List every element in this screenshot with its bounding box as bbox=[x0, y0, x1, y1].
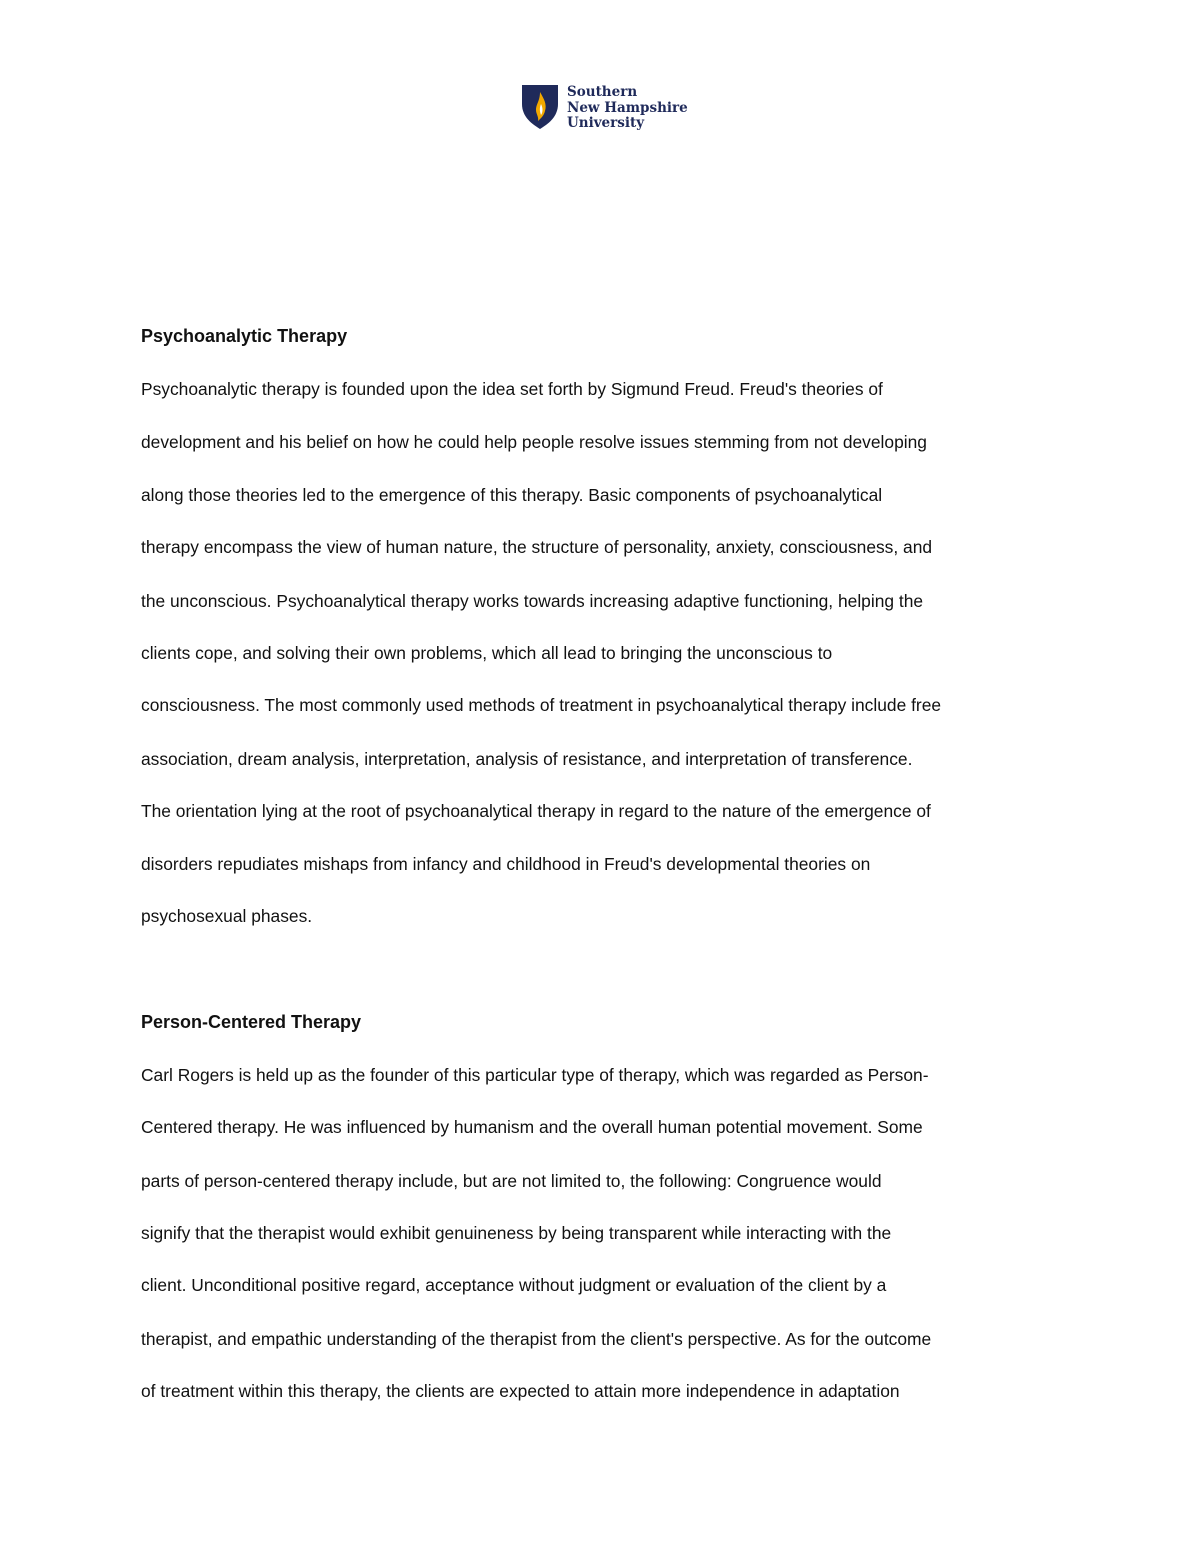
paragraph-line: development and his belief on how he could help people resolve issues stemming from not developing bbox=[141, 432, 927, 452]
section-heading-psychoanalytic: Psychoanalytic Therapy bbox=[141, 326, 348, 346]
paragraph-line: psychosexual phases. bbox=[141, 906, 313, 926]
paragraph-line: association, dream analysis, interpretation, analysis of resistance, and interpretation of transference. bbox=[141, 749, 913, 769]
paragraph-line: clients cope, and solving their own problems, which all lead to bringing the unconscious to bbox=[141, 643, 833, 663]
paragraph-line: along those theories led to the emergence of this therapy. Basic components of psychoanalytical bbox=[141, 485, 883, 505]
logo-line-1: Southern bbox=[567, 84, 638, 100]
section-heading-person-centered: Person-Centered Therapy bbox=[141, 1012, 362, 1032]
paragraph-line: disorders repudiates mishaps from infancy and childhood in Freud's developmental theories on bbox=[141, 854, 871, 874]
university-logo bbox=[521, 84, 688, 132]
logo-line-2: New Hampshire bbox=[567, 99, 688, 116]
shield-flame-icon bbox=[521, 84, 559, 130]
paragraph-line: Psychoanalytic therapy is founded upon the idea set forth by Sigmund Freud. Freud's theories of bbox=[141, 379, 883, 399]
paragraph-line: Carl Rogers is held up as the founder of this particular type of therapy, which was regarded as Person- bbox=[141, 1065, 929, 1085]
logo-line-3: University bbox=[567, 115, 645, 131]
paragraph-line: signify that the therapist would exhibit genuineness by being transparent while interacting with the bbox=[141, 1223, 892, 1243]
paragraph-line: the unconscious. Psychoanalytical therapy works towards increasing adaptive functioning, helping the bbox=[141, 591, 924, 611]
paragraph-line: parts of person-centered therapy include, but are not limited to, the following: Congruence would bbox=[141, 1171, 882, 1191]
paragraph-line: The orientation lying at the root of psychoanalytical therapy in regard to the nature of the emergence of bbox=[141, 801, 931, 821]
paragraph-line: therapist, and empathic understanding of the therapist from the client's perspective. As for the outcome bbox=[141, 1329, 932, 1349]
paragraph-line: of treatment within this therapy, the clients are expected to attain more independence in adaptation bbox=[141, 1381, 900, 1401]
paragraph-line: Centered therapy. He was influenced by humanism and the overall human potential movement. Some bbox=[141, 1117, 923, 1137]
paragraph-line: therapy encompass the view of human nature, the structure of personality, anxiety, consciousness, and bbox=[141, 537, 933, 557]
paragraph-line: client. Unconditional positive regard, acceptance without judgment or evaluation of the client by a bbox=[141, 1275, 887, 1295]
paragraph-line: consciousness. The most commonly used methods of treatment in psychoanalytical therapy include free bbox=[141, 695, 942, 715]
university-name bbox=[567, 85, 688, 132]
